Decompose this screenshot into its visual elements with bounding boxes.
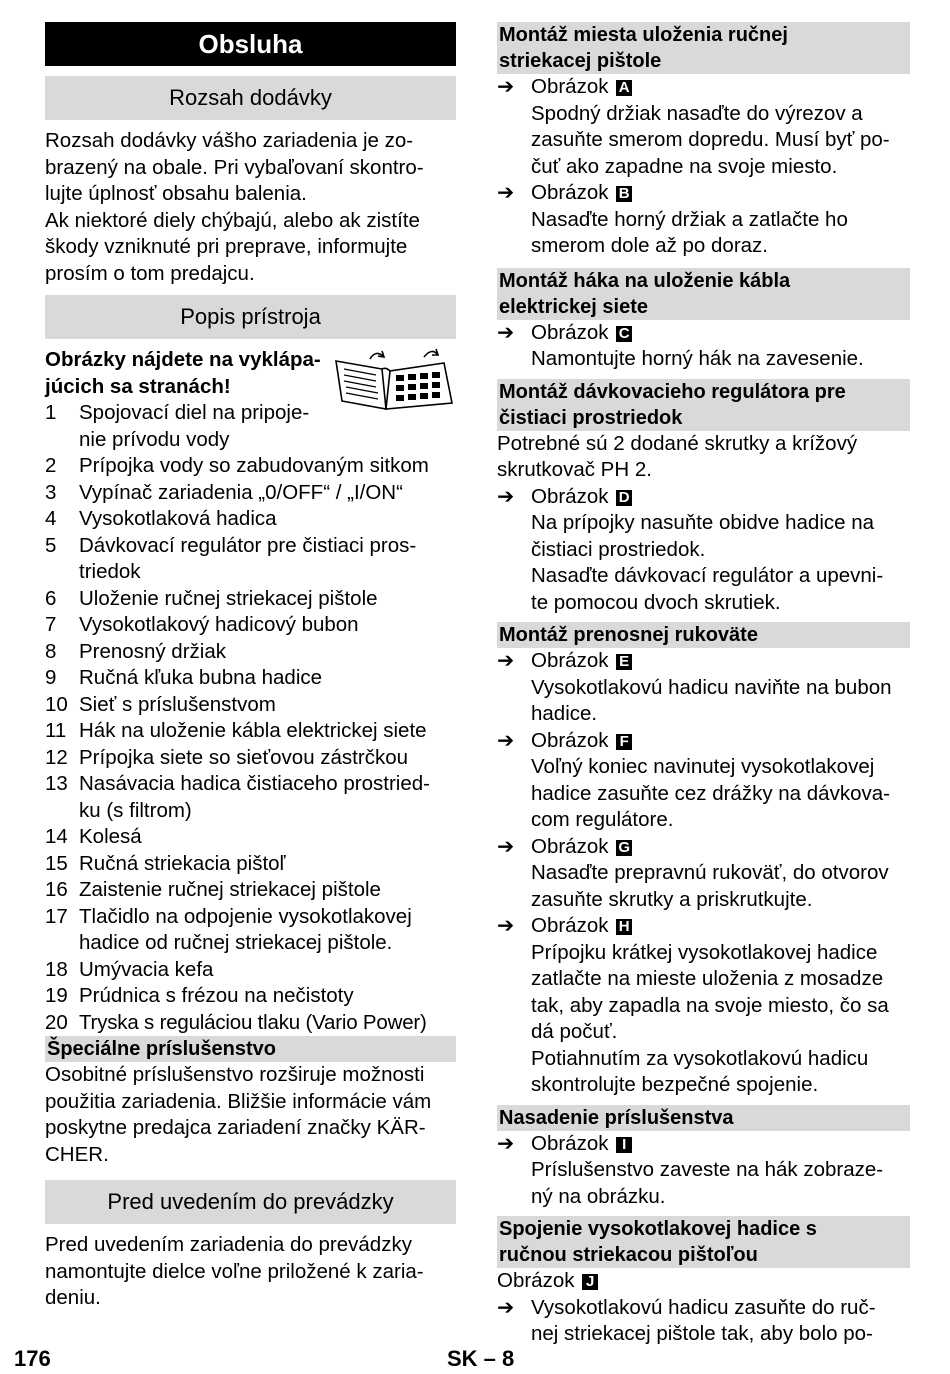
section-heading-gun-holder: Montáž miesta uloženia ručnej striekacej pištole <box>497 22 910 74</box>
figure-badge: C <box>616 326 632 342</box>
step-a: ➔ Obrázok A <box>497 74 910 101</box>
before-use-text <box>45 1232 456 1312</box>
figure-badge: D <box>616 490 632 506</box>
arrow-icon: ➔ <box>497 834 515 858</box>
step-text: Na prípojky nasuňte obidve hadice na čistiaci prostriedok. Nasaďte dávkovací regulátor a upevni- te pomocou dvoch skrutiek. <box>531 511 884 614</box>
step-text: Voľný koniec navinutej vysokotlakovej hadice zasuňte cez drážky na dávkova- com regulátore. <box>531 755 890 831</box>
intro-line: júcich sa stranách! <box>45 374 231 398</box>
right-column <box>497 22 910 1348</box>
parts-list <box>45 400 456 1036</box>
figure-badge: J <box>582 1274 598 1290</box>
step-text: Príslušenstvo zaveste na hák zobraze- ný na obrázku. <box>531 1158 884 1208</box>
list-item: 7 Vysokotlakový hadicový bubon <box>45 613 359 636</box>
section-heading-cable-hook: Montáž háka na uloženie kábla elektrickej siete <box>497 268 910 320</box>
text-line: Rozsah dodávky vášho zariadenia je zo- <box>45 129 414 152</box>
figure-badge: H <box>616 919 632 935</box>
section-heading-accessories-fit: Nasadenie príslušenstva <box>497 1105 910 1131</box>
text-line: brazený na obale. Pri vybaľovaní skontro- <box>45 155 424 179</box>
section-heading-accessories: Špeciálne príslušenstvo <box>45 1036 456 1062</box>
figure-badge: G <box>616 840 632 856</box>
list-item: 13 Nasávacia hadica čistiaceho prostried- ku (s filtrom) <box>45 772 430 822</box>
intro-line: Obrázky nájdete na vyklápa- <box>45 348 321 371</box>
step-text: Namontujte horný hák na zavesenie. <box>531 347 864 370</box>
list-item: 9 Ručná kľuka bubna hadice <box>45 666 323 689</box>
figure-badge: B <box>616 186 632 202</box>
step-text: Nasaďte horný držiak a zatlačte ho smerom dole až po doraz. <box>531 207 848 257</box>
text-line: použitia zariadenia. Bližšie informácie vám <box>45 1089 432 1113</box>
text-line: lujte úplnosť obsahu balenia. <box>45 182 307 205</box>
arrow-icon: ➔ <box>497 181 515 204</box>
text-line: CHER. <box>45 1142 109 1166</box>
step-d: ➔ Obrázok D <box>497 484 910 511</box>
arrow-icon: ➔ <box>497 75 515 98</box>
list-item: 10 Sieť s príslušenstvom <box>45 692 276 716</box>
section-heading-before-use: Pred uvedením do prevádzky <box>45 1180 456 1224</box>
figure-badge: I <box>616 1137 632 1153</box>
section-heading-scope: Rozsah dodávky <box>45 76 456 120</box>
fold-out-pages-icon <box>332 347 456 413</box>
scope-text <box>45 128 456 287</box>
step-text: Spodný držiak nasaďte do výrezov a zasuňte smerom dopredu. Musí byť po- čuť ako zapadne na svoje miesto. <box>531 101 890 178</box>
arrow-icon: ➔ <box>497 1295 515 1319</box>
arrow-icon: ➔ <box>497 914 515 937</box>
text-line: Ak niektoré diely chýbajú, alebo ak zistíte <box>45 208 420 232</box>
list-item: 18 Umývacia kefa <box>45 957 214 981</box>
arrow-icon: ➔ <box>497 728 515 752</box>
section-heading-handle: Montáž prenosnej rukoväte <box>497 622 910 648</box>
text-line: poskytne predajca zariadení značky KÄR- <box>45 1116 426 1139</box>
arrow-icon: ➔ <box>497 320 515 344</box>
step-text: Prípojku krátkej vysokotlakovej hadice zatlačte na mieste uloženia z mosadze tak, aby zapadla na svoje miesto, čo sa dá počuť. Potiahnutím za vysokotlakovú hadicu skontrolujte bezpečné spojenie. <box>531 940 889 1096</box>
list-item: 3 Vypínač zariadenia „0/OFF“ / „I/ON“ <box>45 480 403 504</box>
page-number: 176 <box>14 1346 51 1371</box>
step-text: Vysokotlakovú hadicu naviňte na bubon hadice. <box>531 675 892 725</box>
step-h: ➔ Obrázok H <box>497 913 910 940</box>
section-heading-description: Popis prístroja <box>45 295 456 339</box>
description-intro <box>45 347 456 400</box>
figure-badge: F <box>616 734 632 750</box>
list-item: 14 Kolesá <box>45 825 142 848</box>
section-heading-hose-gun: Spojenie vysokotlakovej hadice s ručnou striekacou pištoľou <box>497 1216 910 1268</box>
list-item: 15 Ručná striekacia pištoľ <box>45 851 286 875</box>
figure-ref: Obrázok J <box>497 1268 910 1295</box>
text-line: deniu. <box>45 1286 101 1309</box>
figure-badge: E <box>616 654 632 670</box>
list-item: 5 Dávkovací regulátor pre čistiaci pros- triedok <box>45 533 417 583</box>
list-item: 8 Prenosný držiak <box>45 639 226 663</box>
accessories-text <box>45 1062 456 1168</box>
list-item: 11 Hák na uloženie kábla elektrickej siete <box>45 719 427 742</box>
list-item: 19 Prúdnica s frézou na nečistoty <box>45 984 354 1007</box>
arrow-icon: ➔ <box>497 649 515 672</box>
list-item: 20 Tryska s reguláciou tlaku (Vario Power) <box>45 1010 427 1034</box>
text-line: namontujte dielce voľne priložené k zaria- <box>45 1259 424 1283</box>
step-b: ➔ Obrázok B <box>497 180 910 207</box>
chapter-title: Obsluha <box>45 22 456 66</box>
list-item: 2 Prípojka vody so zabudovaným sitkom <box>45 454 429 477</box>
step-j: ➔ Vysokotlakovú hadicu zasuňte do ruč- nej striekacej pištole tak, aby bolo po- <box>497 1295 910 1348</box>
step-c: ➔ Obrázok C <box>497 320 910 347</box>
text-line: Osobitné príslušenstvo rozširuje možnosti <box>45 1063 425 1086</box>
step-i: ➔ Obrázok I <box>497 1131 910 1158</box>
figure-badge: A <box>616 80 632 96</box>
text-line: škody vzniknuté pri preprave, informujte <box>45 235 408 258</box>
section-heading-dosing: Montáž dávkovacieho regulátora pre čistiaci prostriedok <box>497 379 910 431</box>
arrow-icon: ➔ <box>497 1131 515 1155</box>
step-e: ➔ Obrázok E <box>497 648 910 675</box>
step-text: Nasaďte prepravnú rukoväť, do otvorov zasuňte skrutky a priskrutkujte. <box>531 861 889 911</box>
list-item: 4 Vysokotlaková hadica <box>45 507 277 530</box>
dosing-intro: Potrebné sú 2 dodané skrutky a krížový skrutkovač PH 2. <box>497 431 858 481</box>
list-item: 1 Spojovací diel na pripoje- nie prívodu vody <box>45 401 310 451</box>
list-item: 6 Uloženie ručnej striekacej pištole <box>45 586 378 610</box>
arrow-icon: ➔ <box>497 484 515 508</box>
list-item: 16 Zaistenie ručnej striekacej pištole <box>45 878 381 901</box>
list-item: 17 Tlačidlo na odpojenie vysokotlakovej hadice od ručnej striekacej pištole. <box>45 904 412 954</box>
list-item: 12 Prípojka siete so sieťovou zástrčkou <box>45 745 409 769</box>
text-line: Pred uvedením zariadenia do prevádzky <box>45 1233 412 1256</box>
step-f: ➔ Obrázok F <box>497 728 910 755</box>
step-g: ➔ Obrázok G <box>497 834 910 861</box>
left-column <box>45 22 456 1312</box>
text-line: prosím o tom predajcu. <box>45 261 255 285</box>
page-code: SK – 8 <box>447 1346 515 1371</box>
